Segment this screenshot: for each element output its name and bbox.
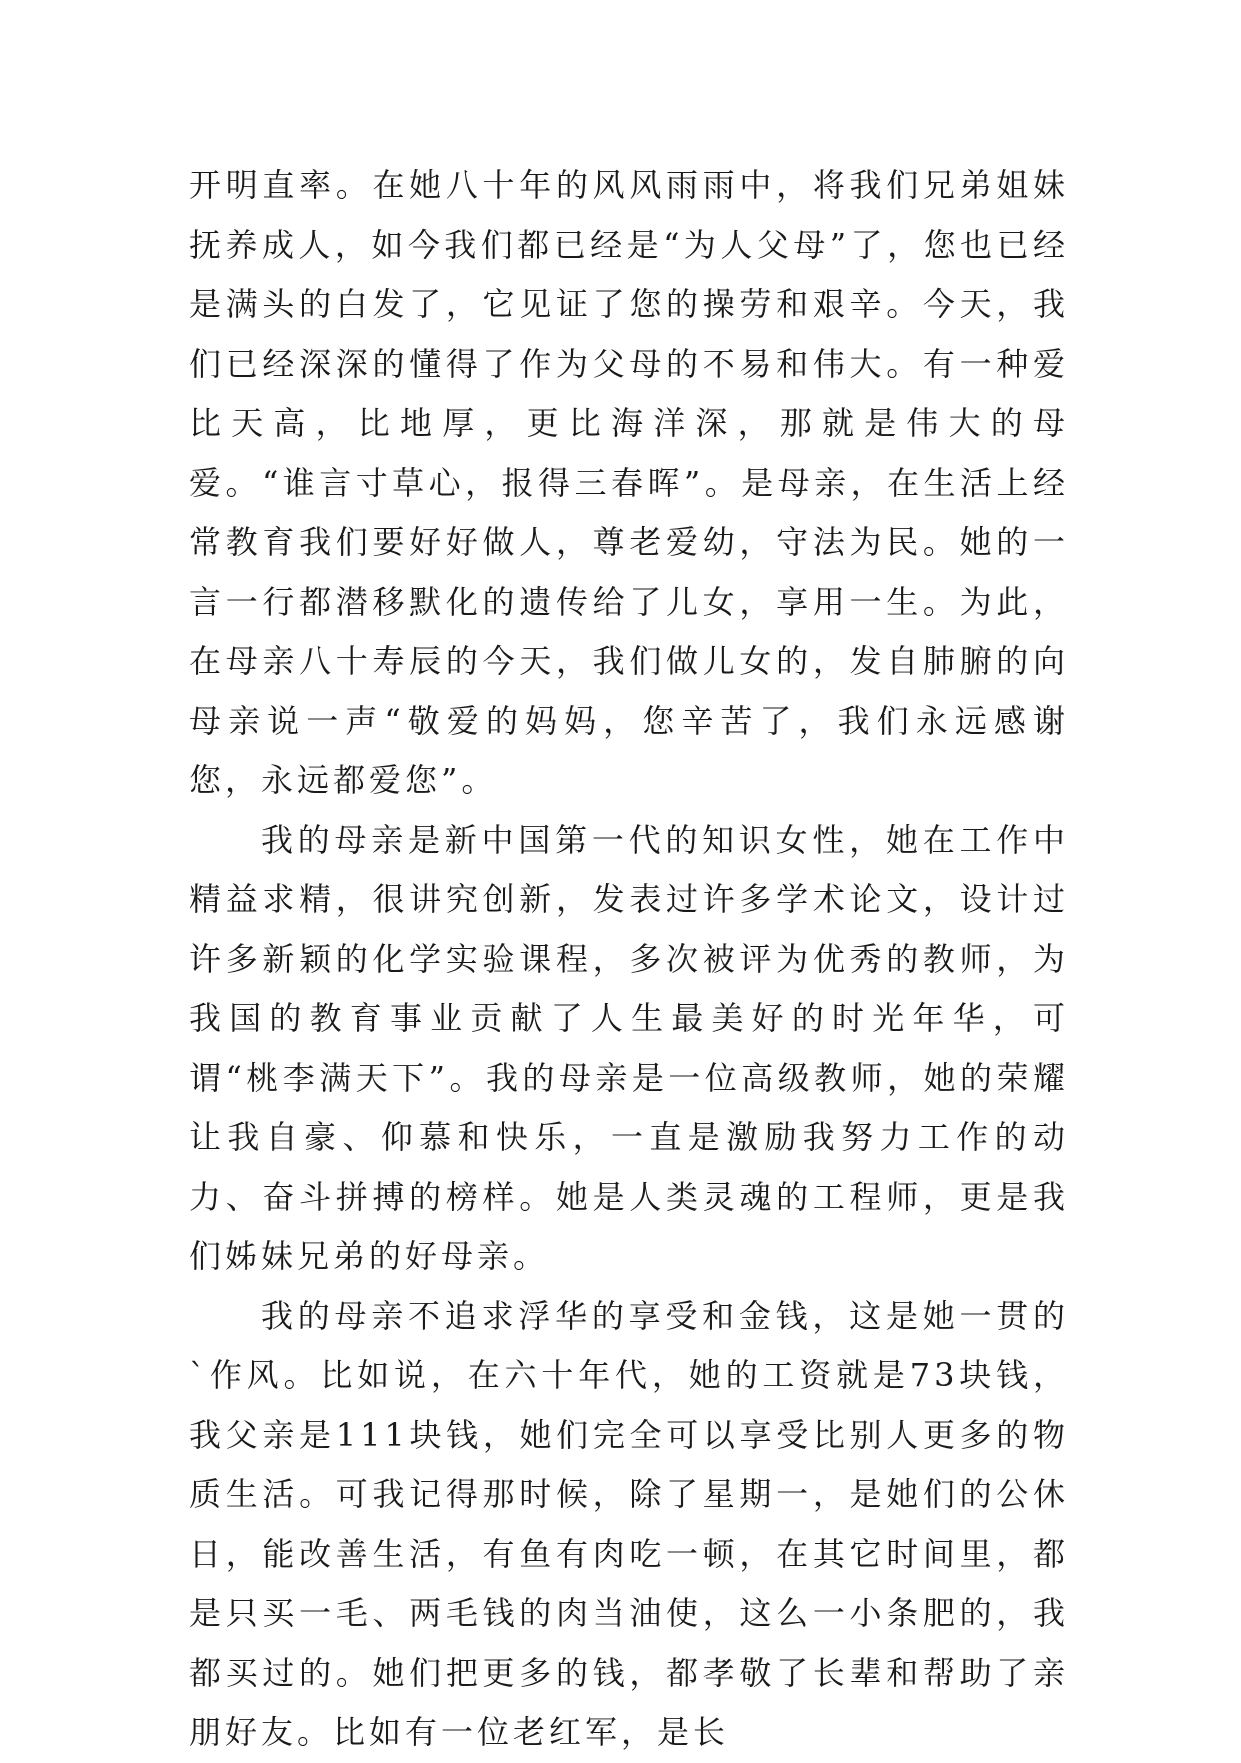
paragraph-continued: 开明直率。在她八十年的风风雨雨中，将我们兄弟姐妹抚养成人，如今我们都已经是“为人父母”了，您也已经是满头的白发了，它见证了您的操劳和艰辛。今天，我们已经深深的懂得了作为父母的不易和伟大。有一种爱比天高，比地厚，更比海洋深，那就是伟大的母爱。“谁言寸草心，报得三春晖”。是母亲，在生活上经常教育我们要好好做人，尊老爱幼，守法为民。她的一言一行都潜移默化的遗传给了儿女，享用一生。为此，在母亲八十寿辰的今天，我们做儿女的，发自肺腑的向母亲说一声“敬爱的妈妈，您辛苦了，我们永远感谢您，永远都爱您”。 <box>189 166 1069 799</box>
paragraph-mother-frugality: 我的母亲不追求浮华的享受和金钱，这是她一贯的`作风。比如说，在六十年代，她的工资就是73块钱，我父亲是111块钱，她们完全可以享受比别人更多的物质生活。可我记得那时候，除了星期一，是她们的公休日，能改善生活，有鱼有肉吃一顿，在其它时间里，都是只买一毛、两毛钱的肉当油使，这么一小条肥的，我都买过的。她们把更多的钱，都孝敬了长辈和帮助了亲朋好友。比如有一位老红军，是长 <box>189 1296 1069 1751</box>
document-body <box>189 156 1069 1763</box>
paragraph-mother-career: 我的母亲是新中国第一代的知识女性，她在工作中精益求精，很讲究创新，发表过许多学术论文，设计过许多新颖的化学实验课程，多次被评为优秀的教师，为我国的教育事业贡献了人生最美好的时光年华，可谓“桃李满天下”。我的母亲是一位高级教师，她的荣耀让我自豪、仰慕和快乐，一直是激励我努力工作的动力、奋斗拼搏的榜样。她是人类灵魂的工程师，更是我们姊妹兄弟的好母亲。 <box>189 820 1069 1275</box>
